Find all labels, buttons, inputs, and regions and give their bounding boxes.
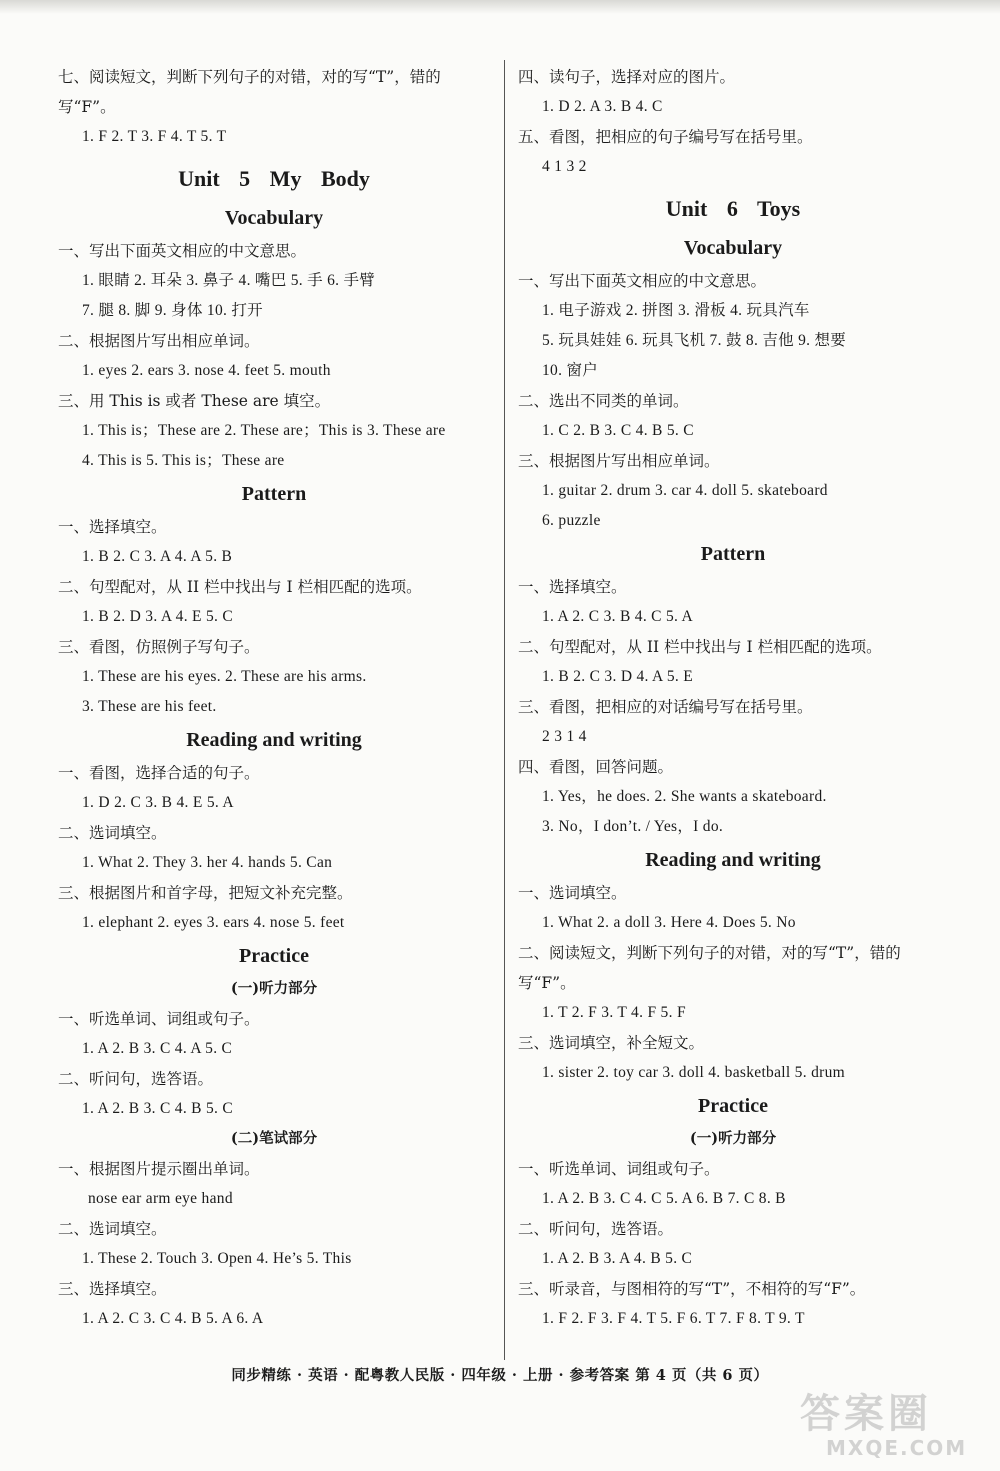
answer-line: 6. puzzle — [542, 512, 601, 529]
question-instruction: 二、根据图片写出相应单词。 — [58, 332, 260, 350]
answer-line: 1. A 2. C 3. B 4. C 5. A — [542, 608, 694, 625]
answer-line: 1. sister 2. toy car 3. doll 4. basketball 5. drum — [542, 1064, 845, 1081]
answer-line: 1. 电子游戏 2. 拼图 3. 滑板 4. 玩具汽车 — [542, 302, 810, 319]
question-instruction: 七、阅读短文，判断下列句子的对错，对的写“T”，错的写“F”。 — [58, 68, 441, 116]
section-heading: Pattern — [700, 543, 766, 565]
unit-title: Unit 5 My Body — [178, 166, 370, 191]
question-instruction: 二、选词填空。 — [58, 1220, 167, 1238]
question-instruction: 三、根据图片和首字母，把短文补充完整。 — [58, 884, 353, 902]
answer-line: 1. These 2. Touch 3. Open 4. He’s 5. This — [82, 1250, 352, 1267]
answer-line: 1. elephant 2. eyes 3. ears 4. nose 5. feet — [82, 914, 345, 931]
answer-line: 1. guitar 2. drum 3. car 4. doll 5. skateboard — [542, 482, 828, 499]
section-heading: Pattern — [241, 483, 307, 505]
answer-line: 1. What 2. They 3. her 4. hands 5. Can — [82, 854, 333, 871]
answer-line: 1. A 2. B 3. C 4. B 5. C — [82, 1100, 234, 1117]
right-column — [518, 62, 948, 1334]
question-instruction: 五、看图，把相应的句子编号写在括号里。 — [518, 128, 813, 146]
section-heading: Vocabulary — [224, 207, 324, 229]
subsection-heading: (一)听力部分 — [689, 1130, 777, 1147]
answer-line: 1. D 2. A 3. B 4. C — [542, 98, 663, 115]
section-heading: Practice — [239, 945, 309, 967]
answer-line: 1. D 2. C 3. B 4. E 5. A — [82, 794, 234, 811]
page-top-edge — [0, 0, 1000, 14]
answer-line: 3. These are his feet. — [82, 698, 217, 715]
answer-line: nose ear arm eye hand — [88, 1190, 233, 1207]
question-instruction: 三、看图，仿照例子写句子。 — [58, 638, 260, 656]
answer-line: 1. A 2. C 3. C 4. B 5. A 6. A — [82, 1310, 264, 1327]
section-heading: Reading and writing — [186, 729, 362, 751]
answer-line: 1. Yes，he does. 2. She wants a skateboard. — [542, 788, 827, 805]
question-instruction: 一、选择填空。 — [518, 578, 627, 596]
answer-line: 2 3 1 4 — [542, 728, 587, 745]
answer-line: 3. No，I don’t. / Yes，I do. — [542, 818, 724, 835]
left-column — [58, 62, 490, 1334]
watermark-text: 答案圈 — [800, 1391, 932, 1437]
section-heading: Reading and writing — [645, 849, 821, 871]
answer-line: 7. 腿 8. 脚 9. 身体 10. 打开 — [82, 302, 263, 319]
unit-title: Unit 6 Toys — [665, 196, 801, 221]
question-instruction: 二、阅读短文，判断下列句子的对错，对的写“T”，错的写“F”。 — [518, 944, 901, 992]
answer-line: 10. 窗户 — [542, 362, 599, 379]
answer-line: 1. This is；These are 2. These are；This is 3. These are — [82, 422, 446, 439]
question-instruction: 二、听问句，选答语。 — [58, 1070, 214, 1088]
question-instruction: 二、选出不同类的单词。 — [518, 392, 689, 410]
answer-line: 1. A 2. B 3. C 4. A 5. C — [82, 1040, 233, 1057]
answer-line: 1. 眼睛 2. 耳朵 3. 鼻子 4. 嘴巴 5. 手 6. 手臂 — [82, 272, 376, 289]
question-instruction: 一、写出下面英文相应的中文意思。 — [58, 242, 307, 260]
answer-line: 1. What 2. a doll 3. Here 4. Does 5. No — [542, 914, 796, 931]
question-instruction: 二、听问句，选答语。 — [518, 1220, 674, 1238]
question-instruction: 三、选择填空。 — [58, 1280, 167, 1298]
answer-line: 1. eyes 2. ears 3. nose 4. feet 5. mouth — [82, 362, 331, 379]
answer-line: 1. B 2. C 3. D 4. A 5. E — [542, 668, 694, 685]
question-instruction: 一、根据图片提示圈出单词。 — [58, 1160, 260, 1178]
question-instruction: 三、根据图片写出相应单词。 — [518, 452, 720, 470]
question-instruction: 一、选择填空。 — [58, 518, 167, 536]
answer-line: 1. B 2. D 3. A 4. E 5. C — [82, 608, 234, 625]
question-instruction: 二、选词填空。 — [58, 824, 167, 842]
subsection-heading: (一)听力部分 — [230, 980, 318, 997]
watermark-logo — [796, 1378, 986, 1466]
question-instruction: 三、听录音，与图相符的写“T”，不相符的写“F”。 — [518, 1280, 866, 1298]
answer-line: 1. B 2. C 3. A 4. A 5. B — [82, 548, 233, 565]
page-footer: 同步精练 · 英语 · 配粤教人民版 · 四年级 · 上册 · 参考答案 第 4 页（共 6 页） — [231, 1367, 769, 1384]
question-instruction: 一、听选单词、词组或句子。 — [518, 1160, 720, 1178]
section-heading: Practice — [698, 1095, 768, 1117]
question-instruction: 一、看图，选择合适的句子。 — [58, 764, 260, 782]
answer-line: 1. A 2. B 3. A 4. B 5. C — [542, 1250, 693, 1267]
question-instruction: 二、句型配对，从 II 栏中找出与 I 栏相匹配的选项。 — [58, 578, 422, 596]
answer-line: 1. C 2. B 3. C 4. B 5. C — [542, 422, 694, 439]
question-instruction: 一、选词填空。 — [518, 884, 627, 902]
column-divider — [504, 60, 505, 1360]
section-heading: Vocabulary — [683, 237, 783, 259]
answer-line: 1. A 2. B 3. C 4. C 5. A 6. B 7. C 8. B — [542, 1190, 786, 1207]
answer-line: 1. These are his eyes. 2. These are his arms. — [82, 668, 367, 685]
subsection-heading: (二)笔试部分 — [230, 1130, 318, 1147]
question-instruction: 一、听选单词、词组或句子。 — [58, 1010, 260, 1028]
answer-line: 1. F 2. F 3. F 4. T 5. F 6. T 7. F 8. T 9. T — [542, 1310, 805, 1327]
answer-line: 4 1 3 2 — [542, 158, 587, 175]
answer-line: 5. 玩具娃娃 6. 玩具飞机 7. 鼓 8. 吉他 9. 想要 — [542, 332, 847, 349]
question-instruction: 二、句型配对，从 II 栏中找出与 I 栏相匹配的选项。 — [518, 638, 882, 656]
question-instruction: 四、读句子，选择对应的图片。 — [518, 68, 736, 86]
watermark-url: MXQE.COM — [826, 1436, 968, 1460]
question-instruction: 三、选词填空，补全短文。 — [518, 1034, 705, 1052]
answer-line: 4. This is 5. This is；These are — [82, 452, 285, 469]
question-instruction: 三、用 This is 或者 These are 填空。 — [58, 392, 331, 410]
question-instruction: 三、看图，把相应的对话编号写在括号里。 — [518, 698, 813, 716]
answer-line: 1. T 2. F 3. T 4. F 5. F — [542, 1004, 686, 1021]
question-instruction: 四、看图，回答问题。 — [518, 758, 674, 776]
question-instruction: 一、写出下面英文相应的中文意思。 — [518, 272, 767, 290]
answer-line: 1. F 2. T 3. F 4. T 5. T — [82, 128, 227, 145]
